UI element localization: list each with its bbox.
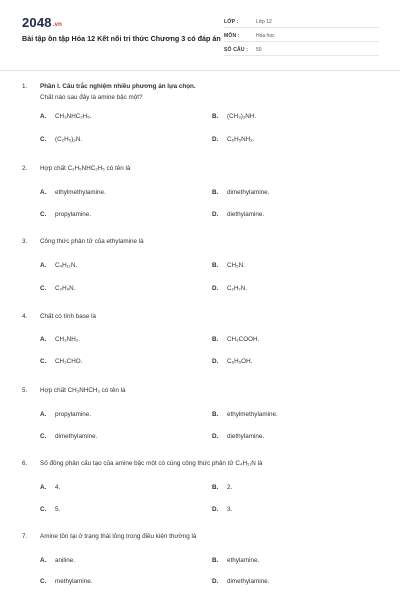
question-number: 7. xyxy=(22,533,28,540)
meta-label: MÔN : xyxy=(224,33,240,39)
option-c[interactable]: C. C₃H₉N. xyxy=(40,285,76,292)
meta-label: SỐ CÂU : xyxy=(224,47,249,53)
question-number: 1. xyxy=(22,83,28,90)
page-header xyxy=(0,0,400,62)
option-a[interactable]: A. 4. xyxy=(40,484,61,491)
option-c[interactable]: C. propylamine. xyxy=(40,211,92,218)
meta-value: 50 xyxy=(256,47,262,53)
option-d[interactable]: D. C₂H₇N. xyxy=(212,285,248,292)
option-b[interactable]: B. (CH₃)₂NH. xyxy=(212,113,257,120)
option-d[interactable]: D. C₆H₅OH. xyxy=(212,358,253,365)
question-number: 6. xyxy=(22,460,28,467)
option-b[interactable]: B. ethylmethylamine. xyxy=(212,411,278,418)
option-b[interactable]: B. 2. xyxy=(212,484,233,491)
meta-value: Hóa học xyxy=(256,33,275,39)
option-c[interactable]: C. 5. xyxy=(40,506,61,513)
option-a[interactable]: A. propylamine. xyxy=(40,411,92,418)
document-title: Bài tập ôn tập Hóa 12 Kết nối tri thức Chương 3 có đáp án xyxy=(22,34,221,43)
question-stem: Chất có tính base là xyxy=(40,313,97,320)
question-stem: Công thức phân tử của ethylamine là xyxy=(40,238,144,245)
option-a[interactable]: A. ethylmethylamine. xyxy=(40,189,106,196)
option-a[interactable]: A. aniline. xyxy=(40,557,75,564)
question-number: 4. xyxy=(22,313,28,320)
question-number: 5. xyxy=(22,387,28,394)
option-a[interactable]: A. C₄H₁₁N. xyxy=(40,262,78,269)
option-d[interactable]: D. dimethylamine. xyxy=(212,578,270,585)
question-stem: Hợp chất C₂H₅NHC₂H₅ có tên là xyxy=(40,165,131,172)
option-c[interactable]: C. CH₃CHO. xyxy=(40,358,83,365)
site-logo[interactable] xyxy=(22,15,62,30)
option-d[interactable]: D. 3. xyxy=(212,506,233,513)
option-c[interactable]: C. dimethylamine. xyxy=(40,433,98,440)
meta-subject xyxy=(224,30,379,42)
question-stem: Số đồng phân cấu tạo của amine bậc một có cùng công thức phân tử C₄H₁₁N là xyxy=(40,460,263,467)
logo-suffix: .vn xyxy=(52,22,63,28)
section-heading: Phần I. Câu trắc nghiệm nhiều phương án lựa chọn. xyxy=(40,83,196,90)
question-stem: Chất nào sau đây là amine bậc một? xyxy=(40,94,143,101)
option-c[interactable]: C. methylamine. xyxy=(40,578,93,585)
option-c[interactable]: C. (C₂H₅)₃N. xyxy=(40,136,83,143)
question-number: 3. xyxy=(22,238,28,245)
question-stem: Hợp chất CH₃NHCH₃ có tên là xyxy=(40,387,126,394)
option-d[interactable]: D. diethylamine. xyxy=(212,433,265,440)
option-d[interactable]: D. diethylamine. xyxy=(212,211,265,218)
logo-main: 2048 xyxy=(22,15,52,30)
option-a[interactable]: A. CH₃NHC₂H₅. xyxy=(40,113,92,120)
meta-value: Lớp 12 xyxy=(256,19,272,25)
meta-question-count xyxy=(224,44,379,56)
question-number: 2. xyxy=(22,165,28,172)
option-a[interactable]: A. CH₃NH₂. xyxy=(40,336,80,343)
question-stem: Amine tồn tại ở trạng thái lỏng trong điều kiện thường là xyxy=(40,533,197,540)
meta-label: LỚP : xyxy=(224,19,239,25)
header-divider xyxy=(0,70,400,71)
option-b[interactable]: B. dimethylamine. xyxy=(212,189,270,196)
option-b[interactable]: B. CH₃COOH. xyxy=(212,336,260,343)
option-d[interactable]: D. C₆H₅NH₂. xyxy=(212,136,255,143)
option-b[interactable]: B. ethylamine. xyxy=(212,557,260,564)
option-b[interactable]: B. CH₅N. xyxy=(212,262,245,269)
meta-grade xyxy=(224,16,379,28)
